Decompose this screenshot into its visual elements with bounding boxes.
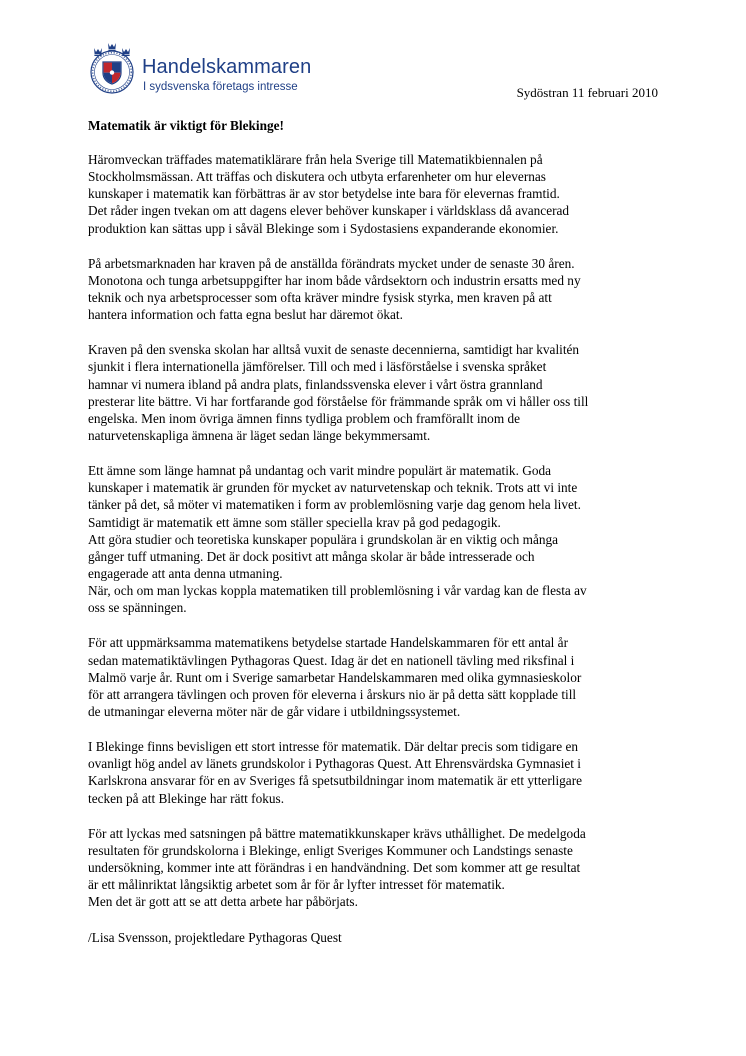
paragraph bbox=[88, 462, 660, 616]
text-line: de utmaningar eleverna möter när de går vidare i utbildningssystemet. bbox=[88, 703, 461, 719]
text-line: Att göra studier och teoretiska kunskaper populära i grundskolan är en viktig och många bbox=[88, 531, 559, 547]
text-line: Men det är gott att se att detta arbete har påbörjats. bbox=[88, 894, 358, 910]
text-line: sjunkit i flera internationella jämförelser. Till och med i läsförståelse i svenska språket bbox=[88, 359, 547, 375]
text-line: Monotona och tunga arbetsuppgifter har inom både vårdsektorn och industrin ersatts med ny bbox=[88, 272, 581, 288]
text-line: sedan matematiktävlingen Pythagoras Quest. Idag är det en nationell tävling med riksfinal i bbox=[88, 652, 575, 668]
text-line: resultaten för grundskolorna i Blekinge, enligt Sveriges Kommuner och Landstings senaste bbox=[88, 842, 573, 858]
text-line: engelska. Men inom övriga ämnen finns tydliga problem och framförallt inom de bbox=[88, 410, 521, 426]
text-line: naturvetenskapliga ämnena är läget sedan länge bekymmersamt. bbox=[88, 427, 431, 443]
signature: /Lisa Svensson, projektledare Pythagoras Quest bbox=[88, 930, 342, 945]
text-line: Häromveckan träffades matematiklärare från hela Sverige till Matematikbiennalen på bbox=[88, 152, 543, 167]
paragraph bbox=[88, 738, 660, 807]
paragraph bbox=[88, 341, 660, 444]
text-line: Kraven på den svenska skolan har alltså vuxit de senaste decennierna, samtidigt har kvalitén bbox=[88, 342, 580, 358]
text-line: tecken på att Blekinge har rätt fokus. bbox=[88, 790, 285, 806]
text-line: hamnar vi numera ibland på andra plats, finlandssvenska elever i vårt östra grannland bbox=[88, 376, 543, 392]
text-line: produktion kan sättas upp i såväl Blekinge som i Sydostasiens expanderande ekonomier. bbox=[88, 220, 559, 236]
text-line: På arbetsmarknaden har kraven på de anställda förändrats mycket under de senaste 30 åren. bbox=[88, 255, 575, 271]
text-line: undersökning, kommer inte att förändras i en handvändning. Det som kommer att ge resultat bbox=[88, 859, 581, 875]
text-line: I Blekinge finns bevisligen ett stort intresse för matematik. Där deltar precis som tidigare en bbox=[88, 739, 578, 755]
text-line: Ett ämne som länge hamnat på undantag och varit mindre populärt är matematik. Goda bbox=[88, 463, 552, 479]
crown-shield-emblem-icon bbox=[86, 40, 138, 96]
logo bbox=[86, 40, 346, 100]
text-line: är ett målinriktat långsiktig arbetet som år för år lyfter intresset för matematik. bbox=[88, 877, 505, 893]
text-line: Malmö varje år. Runt om i Sverige samarbetar Handelskammaren med olika gymnasieskolor bbox=[88, 669, 582, 685]
text-line: engagerade att anta denna utmaning. bbox=[88, 565, 283, 581]
text-line: För att uppmärksamma matematikens betydelse startade Handelskammaren för ett antal år bbox=[88, 635, 568, 651]
article-title: Matematik är viktigt för Blekinge! bbox=[88, 118, 284, 133]
text-line: gånger tuff utmaning. Det är dock positivt att många skolar är både intresserade och bbox=[88, 548, 535, 564]
org-name: Handelskammaren bbox=[142, 56, 312, 78]
article-body bbox=[88, 151, 660, 928]
text-line: oss se spänningen. bbox=[88, 600, 187, 616]
text-line: hantera information och fatta egna beslut har däremot ökat. bbox=[88, 307, 403, 323]
text-line: Karlskrona ansvarar för en av Sveriges få spetsutbildningar inom matematik är ett ytterligare bbox=[88, 773, 583, 789]
paragraph bbox=[88, 634, 660, 720]
text-line: När, och om man lyckas koppla matematiken till problemlösning i vår vardag kan de flesta av bbox=[88, 583, 587, 599]
text-line: Det råder ingen tvekan om att dagens elever behöver kunskaper i världsklass då avancerad bbox=[88, 203, 570, 219]
paragraph bbox=[88, 151, 660, 237]
paragraph bbox=[88, 825, 660, 911]
text-line: presterar lite bättre. Vi har fortfarande god förståelse för främmande språk om vi håller oss till bbox=[88, 393, 589, 409]
text-line: Stockholmsmässan. Att träffas och diskutera och utbyta erfarenheter om hur elevernas bbox=[88, 169, 546, 185]
text-line: kunskaper i matematik är grunden för mycket av naturvetenskap och teknik. Trots att vi inte bbox=[88, 480, 578, 496]
dateline: Sydöstran 11 februari 2010 bbox=[516, 85, 658, 100]
text-line: för att arrangera tävlingen och proven för eleverna i årskurs nio är på detta sätt kopplade till bbox=[88, 686, 577, 702]
paragraph bbox=[88, 255, 660, 324]
org-tagline: I sydsvenska företags intresse bbox=[143, 81, 298, 93]
text-line: teknik och nya arbetsprocesser som ofta kräver mindre fysisk styrka, men kraven på att bbox=[88, 289, 552, 305]
text-line: kunskaper i matematik kan förbättras är av stor betydelse inte bara för elevernas framtid. bbox=[88, 186, 560, 202]
text-line: För att lyckas med satsningen på bättre matematikkunskaper krävs uthållighet. De medelgoda bbox=[88, 825, 586, 841]
text-line: Samtidigt är matematik ett ämne som ställer speciella krav på god pedagogik. bbox=[88, 514, 501, 530]
text-line: tänker på det, så möter vi matematiken i form av problemlösning varje dag genom hela livet. bbox=[88, 497, 581, 513]
text-line: ovanligt hög andel av länets grundskolor i Pythagoras Quest. Att Ehrensvärdska Gymnasiet i bbox=[88, 756, 582, 772]
